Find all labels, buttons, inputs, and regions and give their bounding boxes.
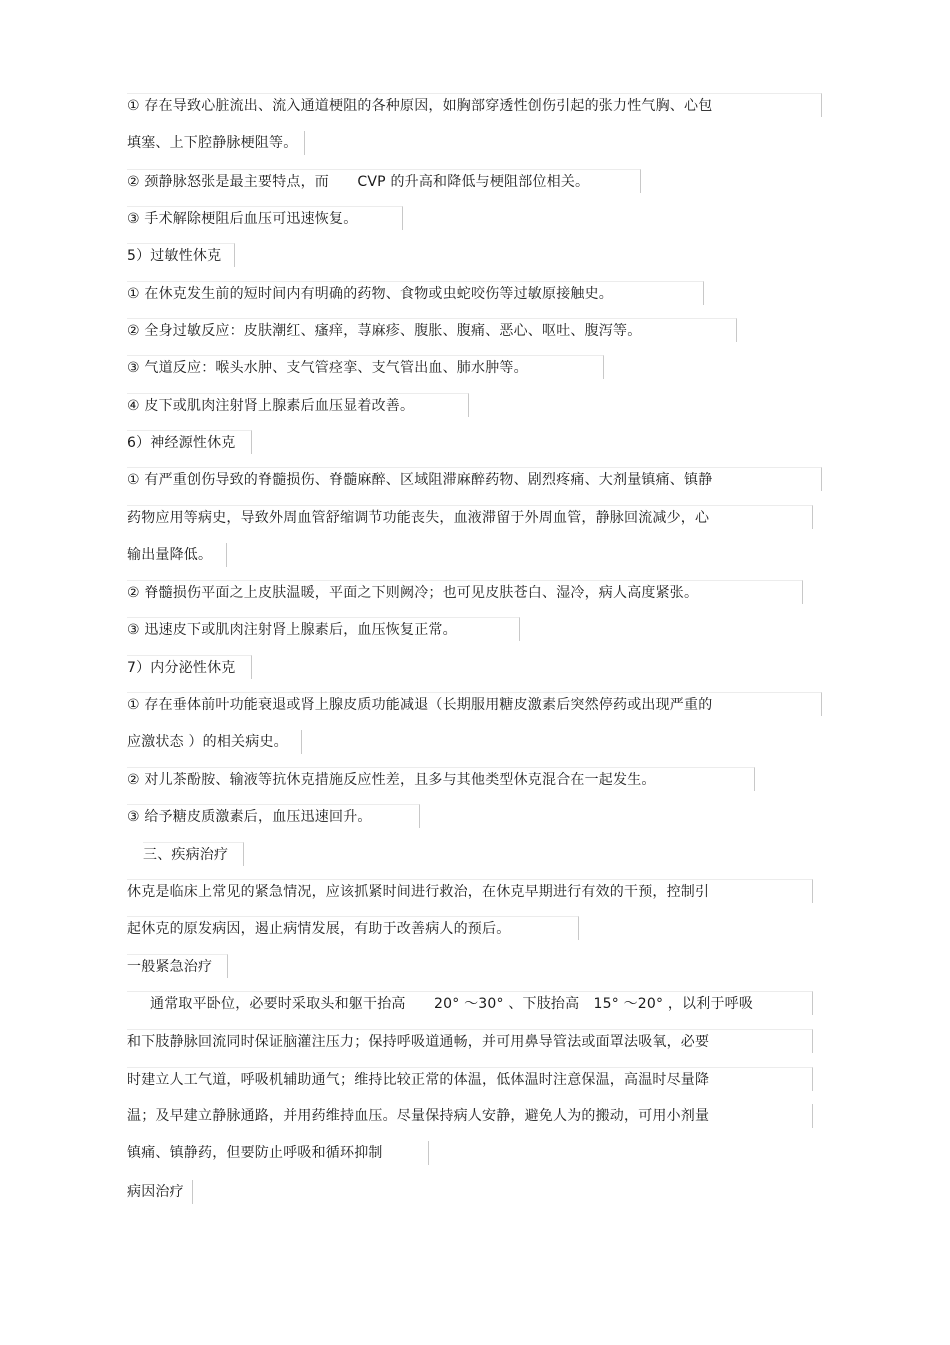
text-line: 应激状态 ）的相关病史。 — [127, 730, 302, 754]
text-line: 镇痛、镇静药，但要防止呼吸和循环抑制 — [127, 1141, 429, 1165]
text-line: ④ 皮下或肌肉注射肾上腺素后血压显着改善。 — [127, 393, 469, 417]
text-line: ① 存在导致心脏流出、流入通道梗阻的各种原因，如胸部穿透性创伤引起的张力性气胸、心包 — [127, 93, 822, 117]
text-line: ① 存在垂体前叶功能衰退或肾上腺皮质功能减退（长期服用糖皮激素后突然停药或出现严重的 — [127, 692, 822, 716]
text-line: 药物应用等病史，导致外周血管舒缩调节功能丧失，血液滞留于外周血管，静脉回流减少，心 — [127, 505, 813, 529]
text-line: ③ 气道反应：喉头水肿、支气管痉挛、支气管出血、肺水肿等。 — [127, 355, 604, 379]
text-line: ② 脊髓损伤平面之上皮肤温暖，平面之下则阙冷；也可见皮肤苍白、湿冷，病人高度紧张。 — [127, 580, 803, 604]
text-line: 休克是临床上常见的紧急情况，应该抓紧时间进行救治，在休克早期进行有效的干预，控制引 — [127, 879, 813, 903]
text-line: 时建立人工气道，呼吸机辅助通气；维持比较正常的体温，低体温时注意保温，高温时尽量降 — [127, 1067, 813, 1091]
text-line: ③ 给予糖皮质激素后，血压迅速回升。 — [127, 804, 420, 828]
section-heading: 5）过敏性休克 — [127, 243, 235, 267]
section-heading: 7）内分泌性休克 — [127, 655, 252, 679]
text-line: ② 全身过敏反应：皮肤潮红、瘙痒，荨麻疹、腹胀、腹痛、恶心、呕吐、腹泻等。 — [127, 318, 737, 342]
section-heading: 三、疾病治疗 — [143, 842, 244, 866]
text-line: ① 在休克发生前的短时间内有明确的药物、食物或虫蛇咬伤等过敏原接触史。 — [127, 281, 704, 305]
text-line: ③ 手术解除梗阻后血压可迅速恢复。 — [127, 206, 403, 230]
text-line: 填塞、上下腔静脉梗阻等。 — [127, 131, 305, 155]
text-line: 温；及早建立静脉通路，并用药维持血压。尽量保持病人安静，避免人为的搬动，可用小剂量 — [127, 1104, 813, 1128]
section-heading: 一般紧急治疗 — [127, 954, 228, 978]
text-line: 输出量降低。 — [127, 543, 227, 567]
text-line: 和下肢静脉回流同时保证脑灌注压力；保持呼吸道通畅，并可用鼻导管法或面罩法吸氧，必要 — [127, 1029, 813, 1053]
text-line: ② 颈静脉怒张是最主要特点，而 CVP 的升高和降低与梗阻部位相关。 — [127, 169, 641, 193]
text-line: 通常取平卧位，必要时采取头和躯干抬高 20° ～30° 、下肢抬高 15° ～20° ，以利于呼吸 — [127, 991, 813, 1015]
section-heading: 6）神经源性休克 — [127, 430, 252, 454]
text-line: ③ 迅速皮下或肌肉注射肾上腺素后，血压恢复正常。 — [127, 617, 520, 641]
text-line: ② 对儿茶酚胺、输液等抗休克措施反应性差，且多与其他类型休克混合在一起发生。 — [127, 767, 755, 791]
section-heading: 病因治疗 — [127, 1180, 193, 1204]
text-line: ① 有严重创伤导致的脊髓损伤、脊髓麻醉、区域阻滞麻醉药物、剧烈疼痛、大剂量镇痛、镇静 — [127, 467, 822, 491]
text-line: 起休克的原发病因，遏止病情发展，有助于改善病人的预后。 — [127, 916, 579, 940]
